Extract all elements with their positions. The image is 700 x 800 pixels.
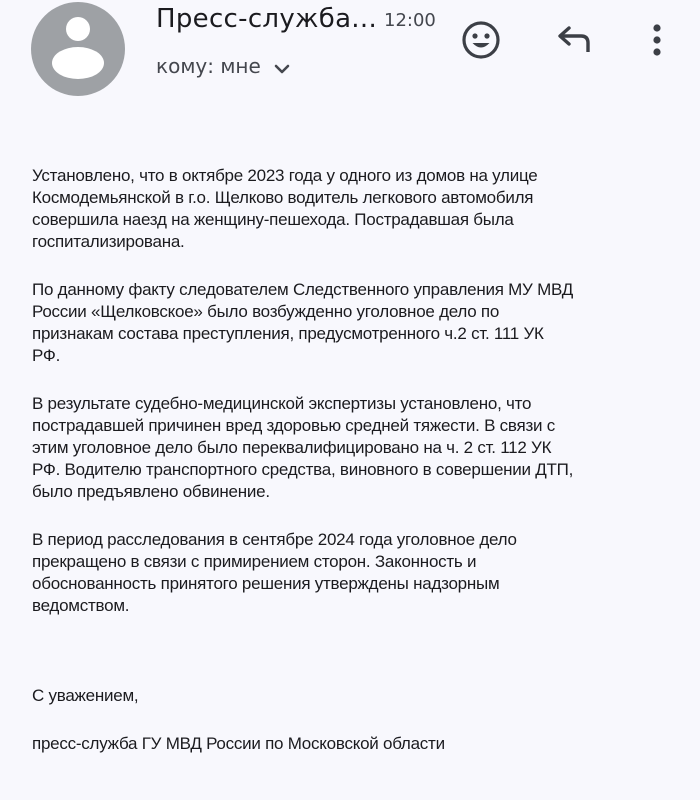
body-paragraph-4 bbox=[32, 529, 517, 617]
closing-text: С уважением, bbox=[32, 686, 139, 705]
text-line: По данному факту следователем Следственного управления МУ МВД bbox=[32, 280, 573, 299]
sender-name[interactable]: Пресс-служба... bbox=[156, 4, 378, 34]
text-line: РФ. Водителю транспортного средства, виновного в совершении ДТП, bbox=[32, 460, 574, 479]
reply-arrow-icon bbox=[555, 22, 595, 63]
text-line: ведомством. bbox=[32, 596, 130, 615]
text-line: России «Щелковское» было возбужденно уголовное дело по bbox=[32, 302, 500, 321]
text-line: госпитализирована. bbox=[32, 232, 185, 251]
chevron-down-icon bbox=[273, 56, 291, 80]
text-line: признакам состава преступления, предусмотренного ч.2 ст. 111 УК bbox=[32, 324, 544, 343]
text-line: РФ. bbox=[32, 346, 61, 365]
reply-button[interactable] bbox=[553, 20, 597, 64]
body-paragraph-3 bbox=[32, 393, 573, 503]
more-vertical-icon bbox=[651, 22, 663, 63]
signature bbox=[32, 733, 445, 755]
recipient-label: кому: мне bbox=[156, 54, 261, 78]
smiley-icon bbox=[460, 19, 502, 66]
text-line: пострадавшей причинен вред здоровью средней тяжести. В связи с bbox=[32, 416, 555, 435]
text-line: В период расследования в сентябре 2024 года уголовное дело bbox=[32, 530, 517, 549]
body-paragraph-2 bbox=[32, 279, 573, 367]
signature-text: пресс-служба ГУ МВД России по Московской области bbox=[32, 734, 445, 753]
email-header bbox=[0, 0, 700, 110]
closing-line bbox=[32, 685, 138, 707]
body-paragraph-1 bbox=[32, 165, 537, 253]
email-time: 12:00 bbox=[384, 10, 436, 31]
text-line: прекращено в связи с примирением сторон. Законность и bbox=[32, 552, 477, 571]
text-line: Установлено, что в октябре 2023 года у одного из домов на улице bbox=[32, 166, 538, 185]
text-line: В результате судебно-медицинской экспертизы установлено, что bbox=[32, 394, 532, 413]
recipient-toggle[interactable] bbox=[156, 52, 291, 80]
avatar-person-head bbox=[66, 17, 90, 41]
avatar-person-body bbox=[52, 47, 104, 79]
text-line: совершила наезд на женщину-пешехода. Пострадавшая была bbox=[32, 210, 514, 229]
add-reaction-button[interactable] bbox=[459, 20, 503, 64]
text-line: было предъявлено обвинение. bbox=[32, 482, 270, 501]
text-line: обоснованность принятого решения утверждены надзорным bbox=[32, 574, 500, 593]
text-line: Космодемьянской в г.о. Щелково водитель легкового автомобиля bbox=[32, 188, 534, 207]
sender-avatar[interactable] bbox=[31, 2, 125, 96]
text-line: этим уголовное дело было переквалифицировано на ч. 2 ст. 112 УК bbox=[32, 438, 552, 457]
more-options-button[interactable] bbox=[635, 20, 679, 64]
